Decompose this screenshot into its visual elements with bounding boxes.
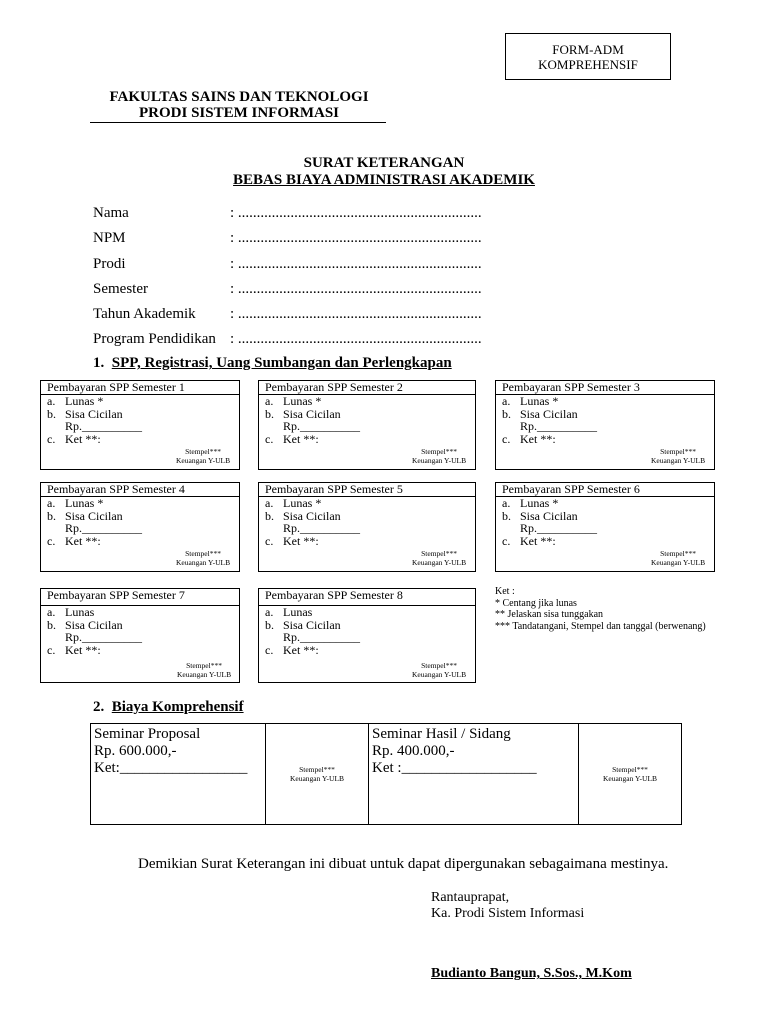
field-label-tahun-akademik: Tahun Akademik [93, 306, 196, 322]
spp-item-sisa-cicilan[interactable]: b. Sisa Cicilan [265, 508, 341, 523]
spp-box-semester-7 [40, 588, 240, 683]
seminar-proposal-title: Seminar Proposal [94, 726, 201, 742]
field-label-semester: Semester [93, 281, 148, 297]
spp-box-title: Pembayaran SPP Semester 8 [259, 589, 475, 606]
spp-item-sisa-cicilan[interactable]: b. Sisa Cicilan [47, 406, 123, 421]
stamp-label: Stempel*** Keuangan Y-ULB [412, 447, 467, 465]
section2-heading [93, 699, 244, 716]
spp-box-semester-2 [258, 380, 476, 470]
spp-box-semester-5 [258, 482, 476, 572]
notes-legend [495, 586, 706, 632]
spp-box-semester-4 [40, 482, 240, 572]
prodi-name: PRODI SISTEM INFORMASI [138, 105, 340, 121]
section1-title: SPP, Registrasi, Uang Sumbangan dan Perlengkapan [111, 355, 452, 371]
spp-item-sisa-cicilan[interactable]: b. Sisa Cicilan [502, 508, 578, 523]
section1-heading [93, 355, 452, 372]
spp-rp-field[interactable]: Rp.__________ [520, 521, 598, 535]
spp-box-title: Pembayaran SPP Semester 5 [259, 483, 475, 497]
spp-item-lunas[interactable]: a. Lunas * [265, 394, 322, 408]
spp-box-semester-3 [495, 380, 715, 470]
spp-item-sisa-cicilan[interactable]: b. Sisa Cicilan [265, 617, 341, 632]
field-label-npm: NPM [93, 230, 126, 246]
spp-item-sisa-cicilan[interactable]: b. Sisa Cicilan [502, 406, 578, 421]
spp-item-lunas[interactable]: a. Lunas [47, 605, 95, 619]
seminar-hasil-amount: Rp. 400.000,- [372, 743, 455, 759]
spp-rp-field[interactable]: Rp.__________ [283, 419, 361, 433]
spp-item-sisa-cicilan[interactable]: b. Sisa Cicilan [47, 617, 123, 632]
spp-rp-field[interactable]: Rp.__________ [65, 521, 143, 535]
form-code-box [505, 33, 671, 80]
faculty-name: FAKULTAS SAINS DAN TEKNOLOGI [109, 89, 369, 105]
spp-item-sisa-cicilan[interactable]: b. Sisa Cicilan [265, 406, 341, 421]
kompre-stamp-cell-a[interactable] [266, 724, 369, 824]
spp-item-ket[interactable]: c. Ket **: [265, 642, 319, 657]
signer-name: Budianto Bangun, S.Sos., M.Kom [431, 966, 632, 981]
spp-item-ket[interactable]: c. Ket **: [47, 642, 101, 657]
section1-number: 1. [93, 355, 105, 371]
spp-item-ket[interactable]: c. Ket **: [47, 533, 101, 548]
field-label-prodi: Prodi [93, 256, 126, 272]
spp-item-ket[interactable]: c. Ket **: [502, 533, 556, 548]
form-code-line2: KOMPREHENSIF [538, 57, 638, 72]
spp-item-lunas[interactable]: a. Lunas [265, 605, 313, 619]
note-line: * Centang jika lunas [495, 597, 577, 609]
notes-heading: Ket : [495, 586, 515, 597]
spp-box-title: Pembayaran SPP Semester 2 [259, 381, 475, 395]
stamp-label: Stempel*** Keuangan Y-ULB [651, 549, 706, 567]
field-value-tahun-akademik[interactable]: : ................................................................. [230, 306, 482, 322]
form-code-line1: FORM-ADM [552, 42, 624, 57]
stamp-label: Stempel*** Keuangan Y-ULB [289, 765, 345, 783]
spp-box-title: Pembayaran SPP Semester 7 [41, 589, 239, 606]
section2-number: 2. [93, 699, 105, 715]
spp-box-semester-6 [495, 482, 715, 572]
field-label-program-pendidikan: Program Pendidikan [93, 331, 216, 347]
seminar-proposal-amount: Rp. 600.000,- [94, 743, 177, 759]
signature-place: Rantauprapat, [431, 890, 510, 905]
spp-item-ket[interactable]: c. Ket **: [265, 431, 319, 446]
spp-rp-field[interactable]: Rp.__________ [65, 630, 143, 644]
spp-rp-field[interactable]: Rp.__________ [520, 419, 598, 433]
section2-title: Biaya Komprehensif [111, 699, 244, 715]
spp-box-title: Pembayaran SPP Semester 4 [41, 483, 239, 497]
stamp-label: Stempel*** Keuangan Y-ULB [412, 661, 467, 679]
kompre-table [90, 723, 682, 825]
spp-item-ket[interactable]: c. Ket **: [265, 533, 319, 548]
kompre-cell-hasil[interactable] [369, 724, 579, 824]
spp-rp-field[interactable]: Rp.__________ [65, 419, 143, 433]
spp-box-title: Pembayaran SPP Semester 3 [496, 381, 714, 395]
kompre-stamp-cell-b[interactable] [579, 724, 681, 824]
closing-paragraph: Demikian Surat Keterangan ini dibuat untuk dapat dipergunakan sebagaimana mestinya. [138, 856, 669, 872]
document-title: SURAT KETERANGAN [303, 155, 465, 171]
seminar-hasil-title: Seminar Hasil / Sidang [372, 726, 511, 742]
stamp-label: Stempel*** Keuangan Y-ULB [651, 447, 706, 465]
spp-rp-field[interactable]: Rp.__________ [283, 521, 361, 535]
spp-item-ket[interactable]: c. Ket **: [47, 431, 101, 446]
note-line: ** Jelaskan sisa tunggakan [495, 609, 604, 620]
spp-item-lunas[interactable]: a. Lunas * [502, 496, 559, 510]
spp-item-sisa-cicilan[interactable]: b. Sisa Cicilan [47, 508, 123, 523]
spp-item-lunas[interactable]: a. Lunas * [265, 496, 322, 510]
field-value-semester[interactable]: : ................................................................. [230, 281, 482, 297]
seminar-hasil-ket: Ket :__________________ [372, 760, 537, 776]
spp-item-ket[interactable]: c. Ket **: [502, 431, 556, 446]
field-value-nama[interactable]: : ................................................................. [230, 205, 482, 221]
spp-rp-field[interactable]: Rp.__________ [283, 630, 361, 644]
field-value-npm[interactable]: : ................................................................. [230, 230, 482, 246]
spp-item-lunas[interactable]: a. Lunas * [47, 394, 104, 408]
seminar-proposal-ket: Ket:_________________ [94, 760, 248, 776]
kompre-cell-proposal[interactable] [91, 724, 266, 824]
field-value-program-pendidikan[interactable]: : ................................................................. [230, 331, 482, 347]
spp-item-lunas[interactable]: a. Lunas * [47, 496, 104, 510]
spp-box-semester-1 [40, 380, 240, 470]
spp-box-semester-8 [258, 588, 476, 683]
spp-box-title: Pembayaran SPP Semester 1 [41, 381, 239, 395]
stamp-label: Stempel*** Keuangan Y-ULB [176, 447, 231, 465]
signature-position: Ka. Prodi Sistem Informasi [431, 906, 585, 921]
note-line: *** Tandatangani, Stempel dan tanggal (berwenang) [495, 620, 706, 632]
stamp-label: Stempel*** Keuangan Y-ULB [177, 661, 232, 679]
document-subtitle: BEBAS BIAYA ADMINISTRASI AKADEMIK [233, 172, 535, 188]
spp-item-lunas[interactable]: a. Lunas * [502, 394, 559, 408]
header-underline [90, 122, 386, 123]
stamp-label: Stempel*** Keuangan Y-ULB [412, 549, 467, 567]
stamp-label: Stempel*** Keuangan Y-ULB [602, 765, 658, 783]
stamp-label: Stempel*** Keuangan Y-ULB [176, 549, 231, 567]
field-value-prodi[interactable]: : ................................................................. [230, 256, 482, 272]
field-label-nama: Nama [93, 205, 129, 221]
spp-box-title: Pembayaran SPP Semester 6 [496, 483, 714, 497]
